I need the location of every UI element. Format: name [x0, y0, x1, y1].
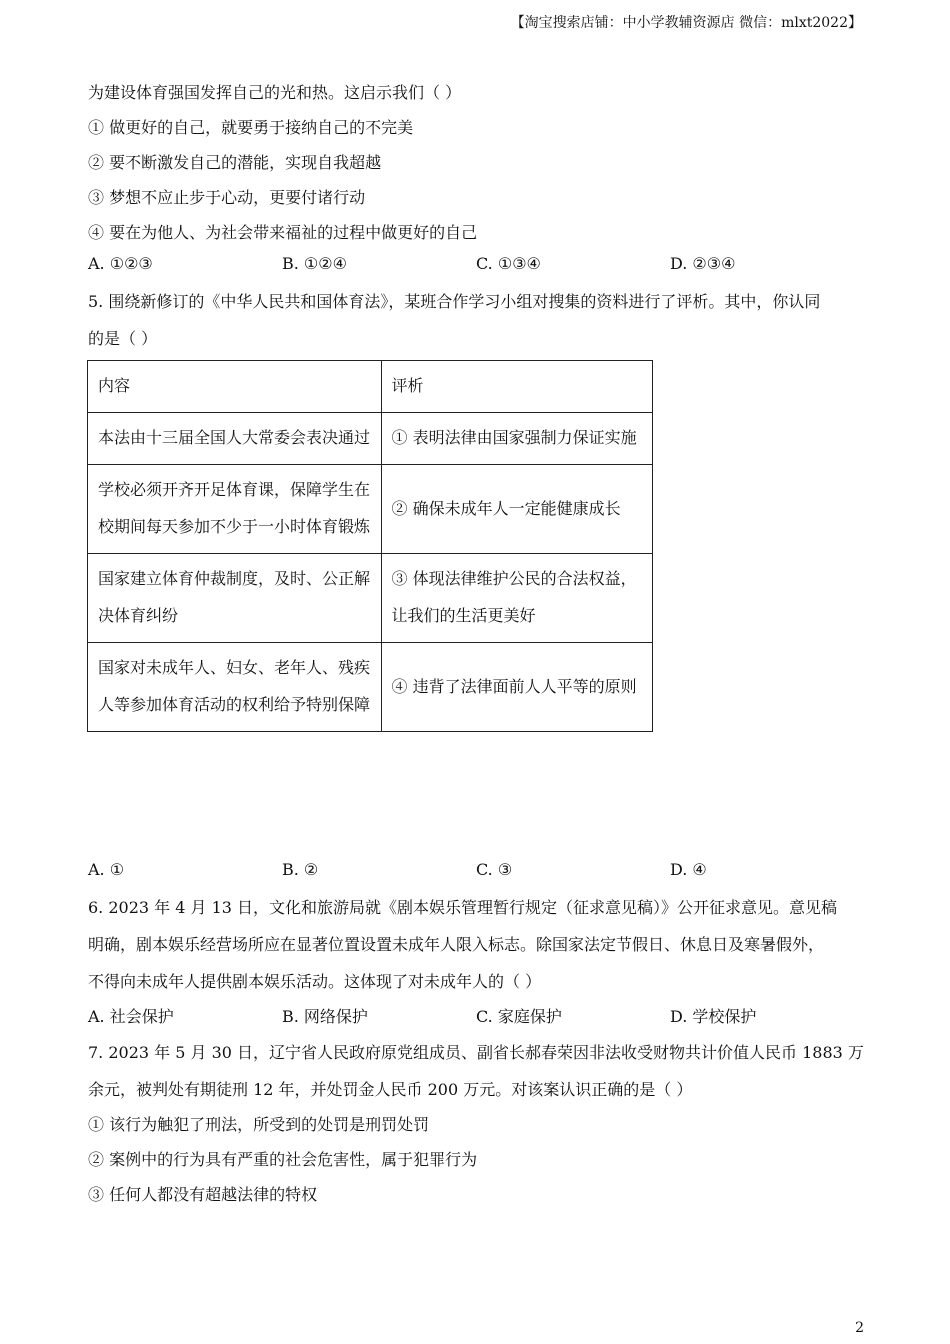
- option-a: A. ①②③: [88, 254, 153, 273]
- question-7-line-1: 7. 2023 年 5 月 30 日，辽宁省人民政府原党组成员、副省长郝春荣因非法收受财物共计价值人民币 1883 万: [88, 1043, 864, 1062]
- table-cell-content: 国家对未成年人、妇女、老年人、残疾人等参加体育活动的权利给予特别保障: [88, 643, 382, 732]
- table-cell-content: 国家建立体育仲裁制度，及时、公正解决体育纠纷: [88, 554, 382, 643]
- table-cell-content: 学校必须开齐开足体育课，保障学生在校期间每天参加不少于一小时体育锻炼: [88, 465, 382, 554]
- question-6-line-3: 不得向未成年人提供剧本娱乐活动。这体现了对未成年人的（ ）: [88, 972, 542, 991]
- table-cell-content: 本法由十三届全国人大常委会表决通过: [88, 413, 382, 465]
- question-4-item-1: ① 做更好的自己，就要勇于接纳自己的不完美: [88, 118, 414, 137]
- question-4-item-3: ③ 梦想不应止步于心动，更要付诸行动: [88, 188, 366, 207]
- question-7-line-2: 余元，被判处有期徒刑 12 年，并处罚金人民币 200 万元。对该案认识正确的是（ ）: [88, 1080, 693, 1099]
- question-4-options: [88, 254, 868, 273]
- evaluation-table: [87, 360, 653, 732]
- question-5-stem-line-2: 的是（ ）: [88, 329, 158, 348]
- question-6-options: [88, 1004, 868, 1027]
- table-row: [88, 413, 653, 465]
- table-row: [88, 643, 653, 732]
- table-cell-evaluation: ② 确保未成年人一定能健康成长: [381, 465, 652, 554]
- option-b: B. ①②④: [282, 254, 347, 273]
- table-row: [88, 465, 653, 554]
- table-cell-evaluation: ① 表明法律由国家强制力保证实施: [381, 413, 652, 465]
- question-4-item-2: ② 要不断激发自己的潜能，实现自我超越: [88, 153, 382, 172]
- page-number: 2: [855, 1320, 864, 1336]
- table-header-content: 内容: [88, 361, 382, 413]
- question-7-item-1: ① 该行为触犯了刑法，所受到的处罚是刑罚处罚: [88, 1115, 430, 1134]
- option-c: C. ①③④: [476, 254, 541, 273]
- question-5-stem-line-1: 5. 围绕新修订的《中华人民共和国体育法》，某班合作学习小组对搜集的资料进行了评析。其中，你认同: [88, 292, 821, 311]
- question-5-options: [88, 860, 868, 879]
- table-row: [88, 554, 653, 643]
- option-a: A. ①: [88, 860, 125, 879]
- table-header-evaluation: 评析: [381, 361, 652, 413]
- table-header-row: [88, 361, 653, 413]
- option-d: D. 学校保护: [670, 1007, 757, 1026]
- question-7-item-2: ② 案例中的行为具有严重的社会危害性，属于犯罪行为: [88, 1150, 478, 1169]
- question-4-item-4: ④ 要在为他人、为社会带来福祉的过程中做更好的自己: [88, 223, 478, 242]
- option-b: B. 网络保护: [282, 1007, 368, 1026]
- question-6-line-2: 明确，剧本娱乐经营场所应在显著位置设置未成年人限入标志。除国家法定节假日、休息日及寒暑假外，: [88, 935, 825, 954]
- question-4-stem: 为建设体育强国发挥自己的光和热。这启示我们（ ）: [88, 83, 462, 102]
- option-c: C. 家庭保护: [476, 1007, 562, 1026]
- page-header-banner: 【淘宝搜索店铺：中小学教辅资源店 微信：mlxt2022】: [510, 15, 862, 31]
- option-d: D. ④: [670, 860, 707, 879]
- option-b: B. ②: [282, 860, 319, 879]
- table-cell-evaluation: ④ 违背了法律面前人人平等的原则: [381, 643, 652, 732]
- table-cell-evaluation: ③ 体现法律维护公民的合法权益，让我们的生活更美好: [381, 554, 652, 643]
- option-c: C. ③: [476, 860, 513, 879]
- question-6-line-1: 6. 2023 年 4 月 13 日，文化和旅游局就《剧本娱乐管理暂行规定（征求意见稿）》公开征求意见。意见稿: [88, 898, 838, 917]
- option-a: A. 社会保护: [88, 1007, 174, 1026]
- question-7-item-3: ③ 任何人都没有超越法律的特权: [88, 1185, 318, 1204]
- option-d: D. ②③④: [670, 254, 736, 273]
